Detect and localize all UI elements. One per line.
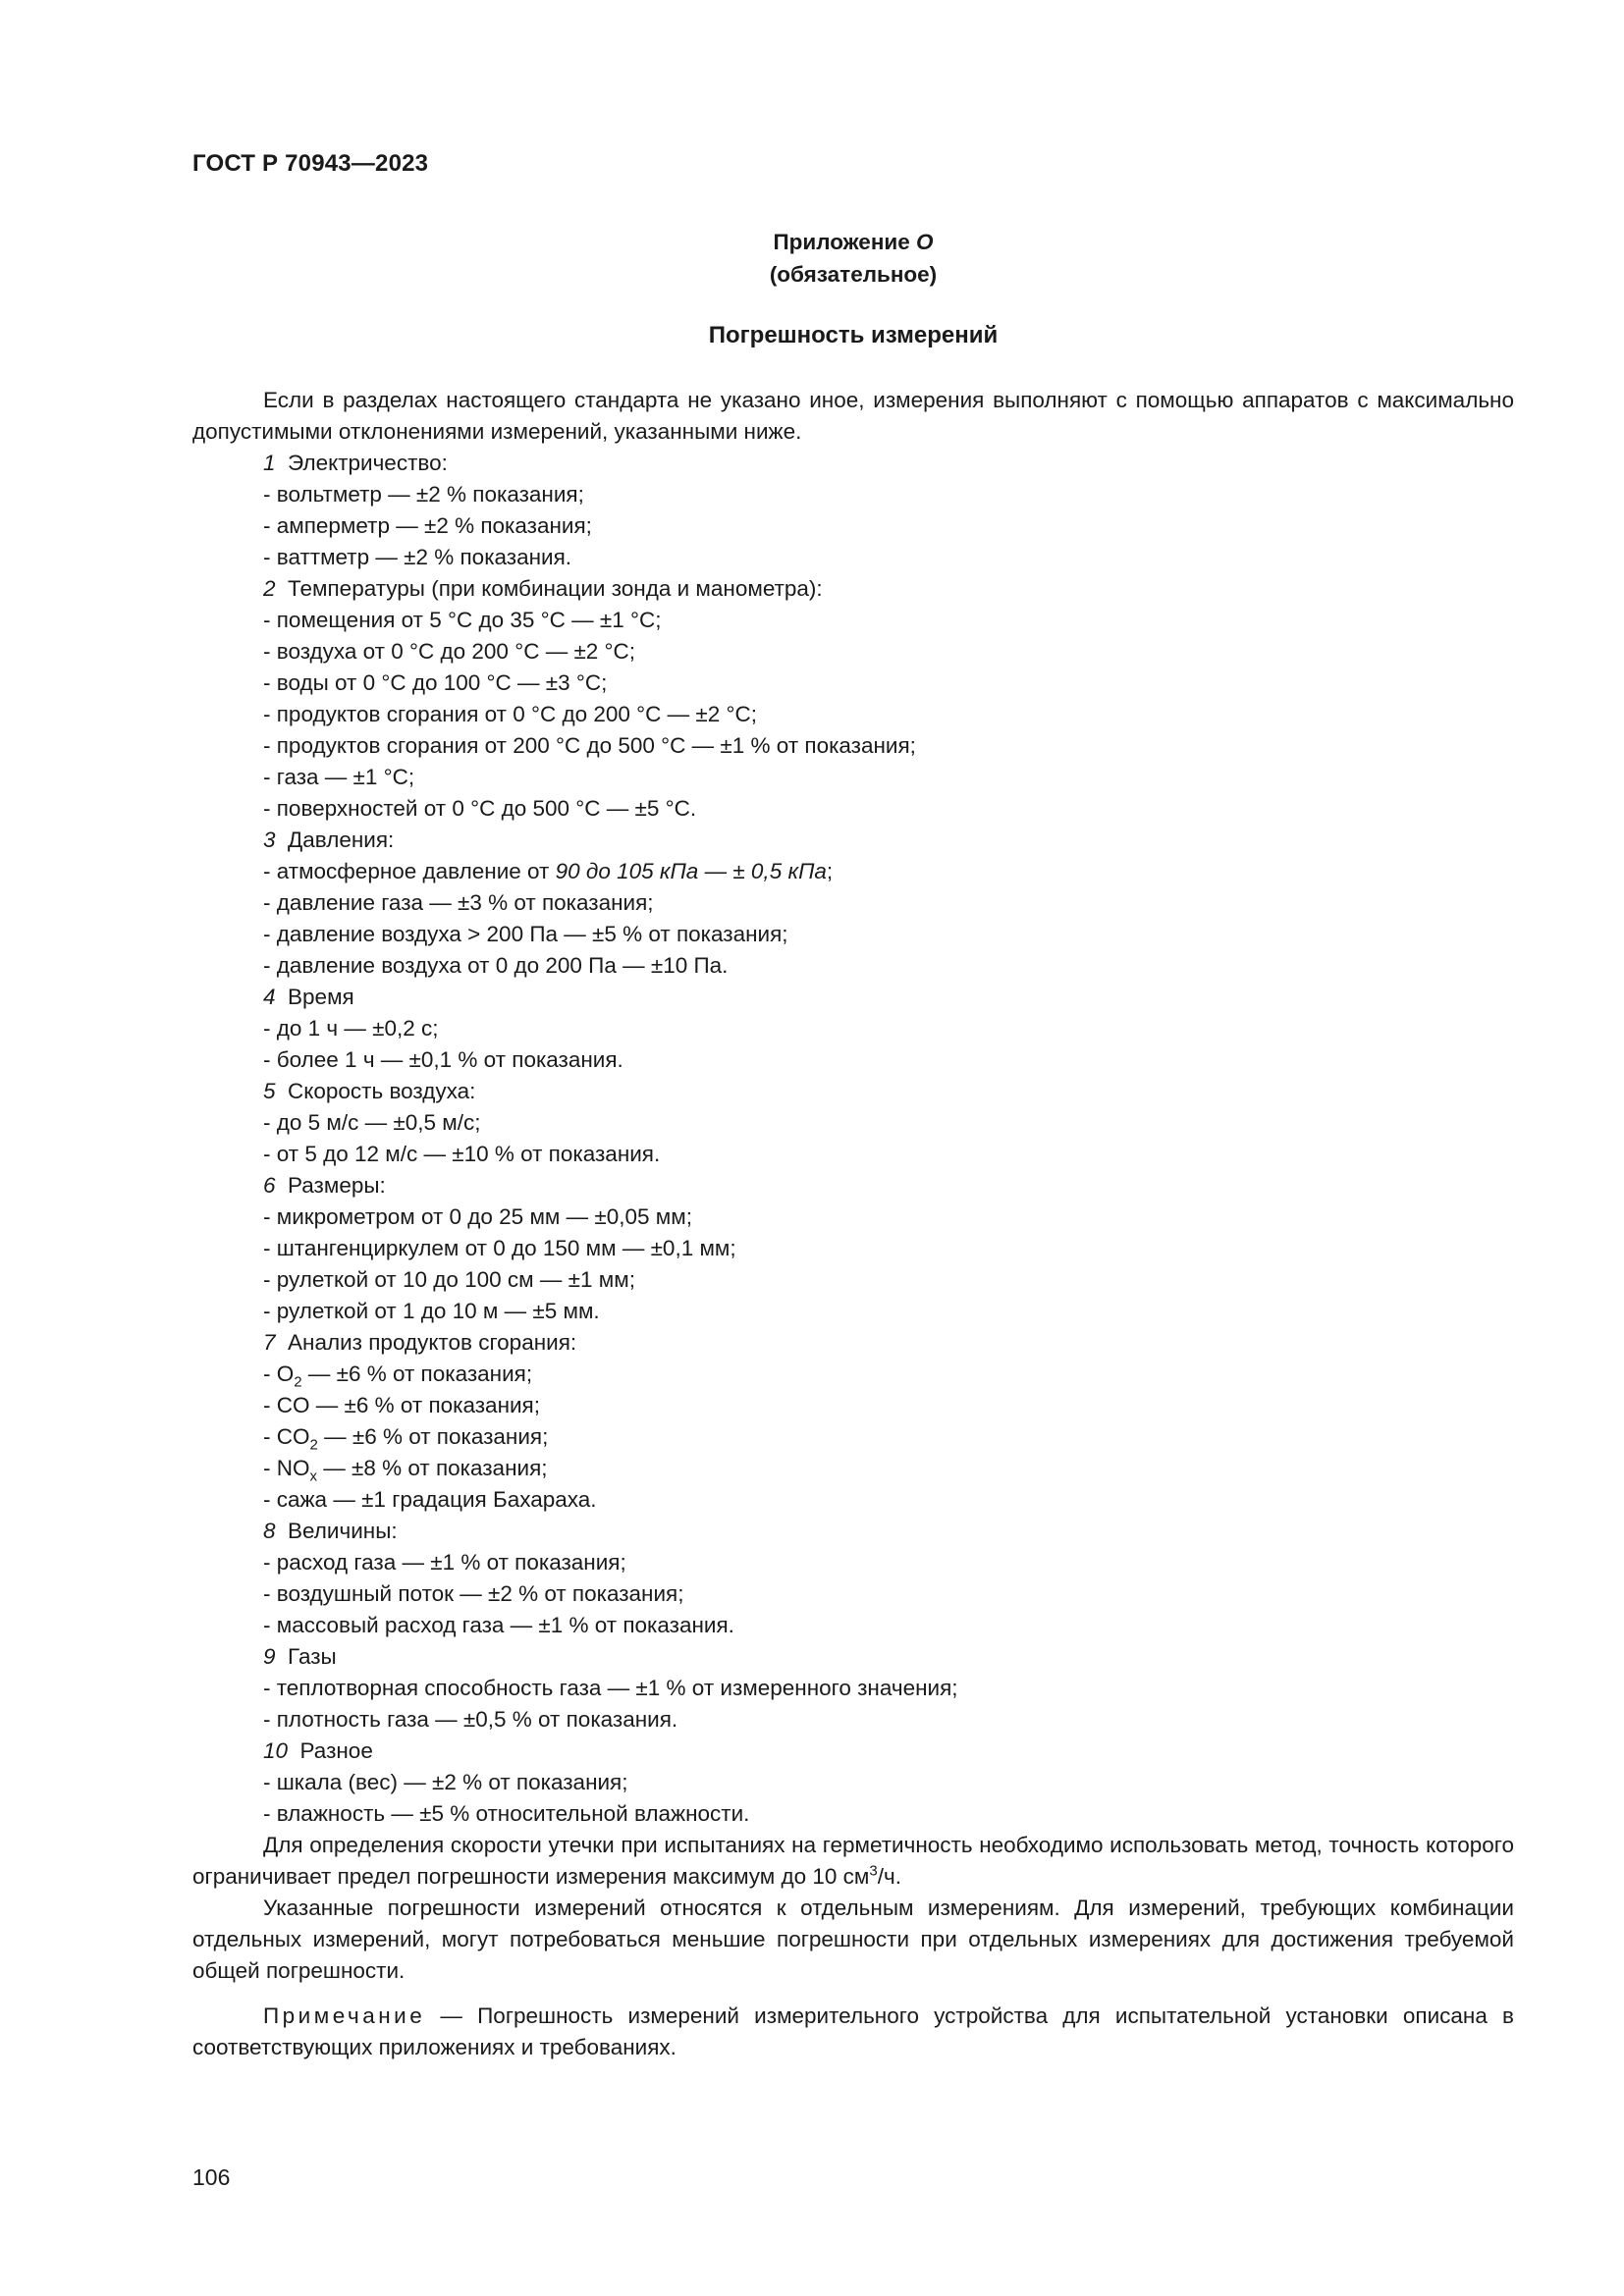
list-item: - продуктов сгорания от 200 °C до 500 °C — ±1 % от показания; (263, 733, 916, 758)
leak-unit-tail: /ч. (877, 1864, 901, 1889)
list-item: - давление воздуха от 0 до 200 Па — ±10 Па. (263, 953, 729, 978)
list-item: - амперметр — ±2 % показания; (263, 513, 592, 538)
list-item: - штангенциркулем от 0 до 150 мм — ±0,1 мм; (263, 1236, 736, 1260)
section-label: Время (288, 985, 354, 1009)
formula-subscript: 2 (294, 1373, 302, 1391)
leak-paragraph (192, 1830, 1514, 1893)
page-number: 106 (192, 2164, 231, 2190)
list-item: - рулеткой от 10 до 100 см — ±1 мм; (263, 1267, 635, 1292)
list-item: - массовый расход газа — ±1 % от показания. (263, 1613, 734, 1637)
list-item-soot: - сажа — ±1 градация Бахараха. (263, 1487, 597, 1512)
section-label: Газы (288, 1644, 337, 1669)
section-number: 3 (263, 828, 276, 852)
list-item-nox (192, 1453, 1514, 1484)
section-label: Размеры: (288, 1173, 386, 1198)
formula-tail: — ±8 % от показания; (317, 1456, 548, 1480)
list-item: - давление газа — ±3 % от показания; (263, 890, 654, 915)
formula-base: - CO (263, 1424, 310, 1449)
leak-superscript: 3 (869, 1862, 878, 1880)
section-title: Погрешность измерений (708, 322, 999, 348)
list-item-co2 (192, 1421, 1514, 1453)
standard-designation: ГОСТ Р 70943—2023 (192, 150, 429, 177)
section-heading-8 (192, 1516, 1514, 1547)
section-label: Разное (299, 1738, 373, 1763)
formula-base: - NO (263, 1456, 310, 1480)
section-heading-4 (192, 982, 1514, 1013)
list-item: - влажность — ±5 % относительной влажности. (263, 1801, 750, 1826)
appendix-letter: О (916, 230, 934, 254)
section-label: Температуры (при комбинации зонда и манометра): (288, 576, 823, 601)
section-label: Величины: (288, 1519, 398, 1543)
list-item: - воздуха от 0 °C до 200 °C — ±2 °C; (263, 639, 636, 664)
section-heading-2 (192, 573, 1514, 605)
appendix-label-line (192, 226, 1514, 258)
list-item: - ваттметр — ±2 % показания. (263, 545, 572, 569)
section-heading-1 (192, 448, 1514, 479)
list-item: - воды от 0 °C до 100 °C — ±3 °C; (263, 670, 608, 695)
list-item: - плотность газа — ±0,5 % от показания. (263, 1707, 678, 1732)
section-heading-5 (192, 1076, 1514, 1107)
section-number: 8 (263, 1519, 276, 1543)
atm-suffix: ; (826, 859, 834, 883)
section-number: 5 (263, 1079, 276, 1103)
formula-base: - O (263, 1362, 295, 1386)
note-text: — Погрешность измерений измерительного устройства для испытательной установки описана в соответствующих приложениях и требованиях. (192, 2003, 1514, 2059)
atm-prefix: - атмосферное давление от (263, 859, 556, 883)
list-item-co: - CO — ±6 % от показания; (263, 1393, 540, 1417)
appendix-status: (обязательное) (769, 262, 938, 287)
list-item: - помещения от 5 °C до 35 °C — ±1 °C; (263, 608, 662, 632)
list-item: - воздушный поток — ±2 % от показания; (263, 1581, 684, 1606)
intro-paragraph: Если в разделах настоящего стандарта не указано иное, измерения выполняют с помощью аппаратов с максимально допустимыми отклонениями измерений, указанными ниже. (192, 388, 1514, 444)
list-item: - от 5 до 12 м/с — ±10 % от показания. (263, 1142, 661, 1166)
list-item: - микрометром от 0 до 25 мм — ±0,05 мм; (263, 1204, 692, 1229)
section-number: 10 (263, 1738, 289, 1763)
section-number: 7 (263, 1330, 276, 1355)
section-heading-7 (192, 1327, 1514, 1359)
main-content (192, 385, 1514, 2063)
section-heading-9 (192, 1641, 1514, 1673)
appendix-heading (192, 226, 1514, 291)
note-label: Примечание (263, 2003, 426, 2028)
appendix-label: Приложение (773, 230, 910, 254)
section-number: 2 (263, 576, 276, 601)
formula-tail: — ±6 % от показания; (317, 1424, 549, 1449)
list-item: - более 1 ч — ±0,1 % от показания. (263, 1047, 623, 1072)
list-item: - давление воздуха > 200 Па — ±5 % от показания; (263, 922, 788, 946)
section-heading-10 (192, 1735, 1514, 1767)
list-item: - до 1 ч — ±0,2 с; (263, 1016, 439, 1041)
list-item: - поверхностей от 0 °C до 500 °C — ±5 °C. (263, 796, 697, 821)
leak-text: Для определения скорости утечки при испытаниях на герметичность необходимо использовать метод, точность которого ограничивает предел погрешности измерения максимум до 10 см (192, 1833, 1514, 1889)
list-item-o2 (192, 1359, 1514, 1390)
list-item: - рулеткой от 1 до 10 м — ±5 мм. (263, 1299, 600, 1323)
section-label: Анализ продуктов сгорания: (288, 1330, 577, 1355)
list-item: - продуктов сгорания от 0 °C до 200 °C — ±2 °C; (263, 702, 758, 726)
section-number: 9 (263, 1644, 276, 1669)
formula-subscript: x (309, 1468, 317, 1485)
combined-errors-paragraph: Указанные погрешности измерений относятся к отдельным измерениям. Для измерений, требующих комбинации отдельных измерений, могут потребоваться меньшие погрешности при отдельных измерениях для достижения требуемой общей погрешности. (192, 1896, 1514, 1983)
section-number: 1 (263, 451, 276, 475)
section-number: 4 (263, 985, 276, 1009)
formula-subscript: 2 (309, 1436, 318, 1454)
atm-range: 90 до 105 кПа — ± 0,5 кПа (555, 859, 827, 883)
note-paragraph (192, 2001, 1514, 2063)
list-item: - расход газа — ±1 % от показания; (263, 1550, 626, 1575)
section-heading-3 (192, 825, 1514, 856)
section-number: 6 (263, 1173, 276, 1198)
list-item-atmospheric-pressure (192, 856, 1514, 887)
section-label: Давления: (288, 828, 395, 852)
list-item: - до 5 м/с — ±0,5 м/с; (263, 1110, 481, 1135)
list-item: - газа — ±1 °C; (263, 765, 415, 789)
list-item: - вольтметр — ±2 % показания; (263, 482, 584, 507)
section-label: Электричество: (288, 451, 448, 475)
section-heading-6 (192, 1170, 1514, 1201)
list-item: - теплотворная способность газа — ±1 % от измеренного значения; (263, 1676, 958, 1700)
section-label: Скорость воздуха: (288, 1079, 476, 1103)
formula-tail: — ±6 % от показания; (301, 1362, 533, 1386)
list-item: - шкала (вес) — ±2 % от показания; (263, 1770, 628, 1794)
